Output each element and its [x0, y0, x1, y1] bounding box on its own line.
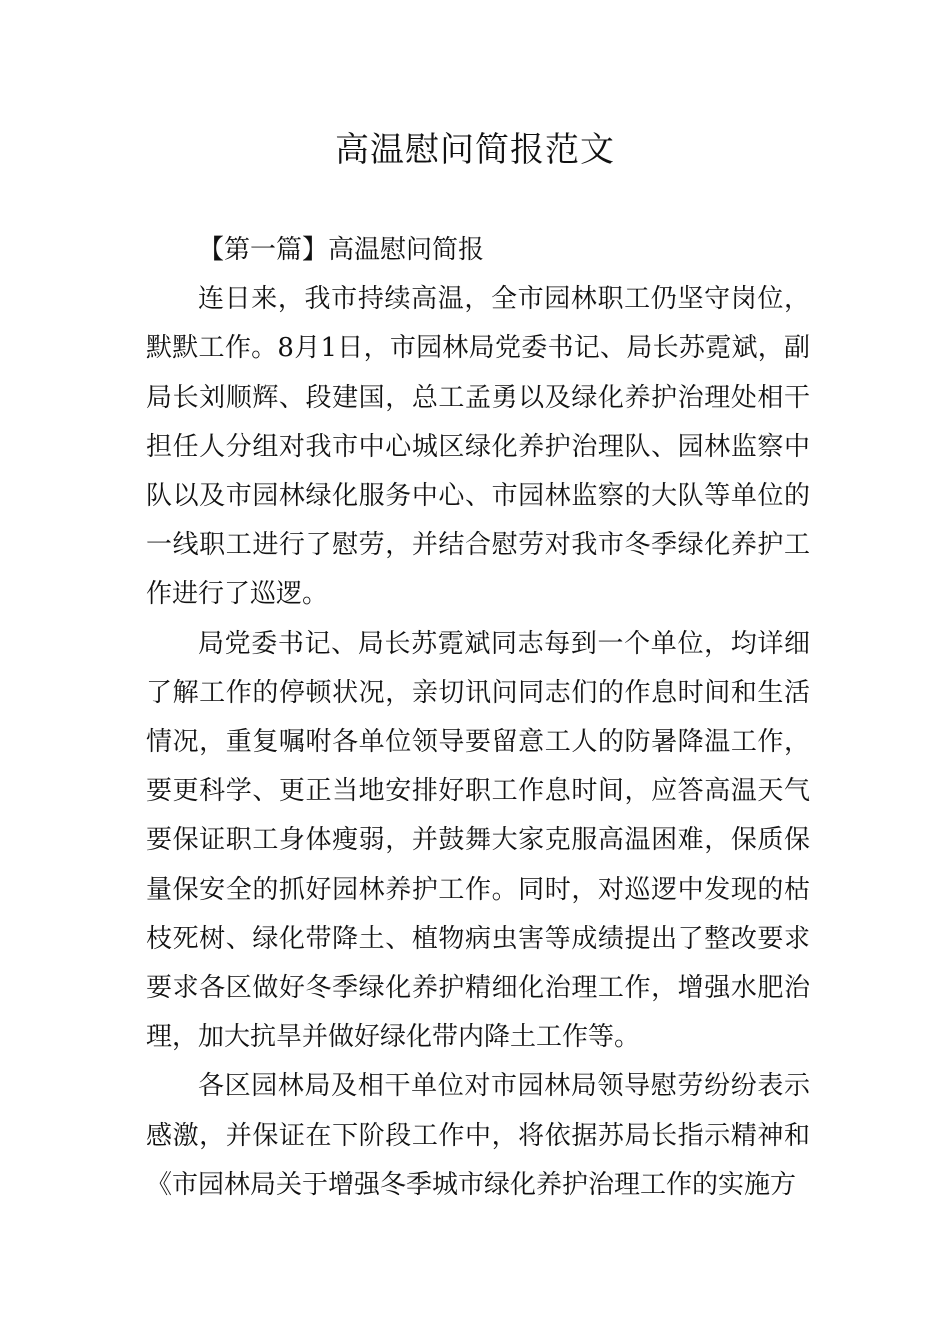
document-title: 高温慰问简报范文 [335, 130, 615, 170]
paragraph-2: 局党委书记、局长苏霓斌同志每到一个单位，均详细了解工作的停顿状况，亲切讯问同志们的作息时间和生活情况，重复嘱咐各单位领导要留意工人的防暑降温工作，要更科学、更正当地安排好职工作息时间，应答高温天气要保证职工身体瘦弱，并鼓舞大家克服高温困难，保质保量保安全的抓好园林养护工作。同时，对巡逻中发现的枯枝死树、绿化带降土、植物病虫害等成绩提出了整改要求要求各区做好冬季绿化养护精细化治理工作，增强水肥治理，加大抗旱并做好绿化带内降土工作等。 [146, 628, 810, 1053]
paragraph-1: 连日来，我市持续高温，全市园林职工仍坚守岗位，默默工作。8月1日，市园林局党委书记、局长苏霓斌，副局长刘顺辉、段建国，总工孟勇以及绿化养护治理处相干担任人分组对我市中心城区绿化养护治理队、园林监察中队以及市园林绿化服务中心、市园林监察的大队等单位的一线职工进行了慰劳，并结合慰劳对我市冬季绿化养护工作进行了巡逻。 [146, 284, 810, 610]
document-body [146, 226, 810, 1210]
paragraph-3: 各区园林局及相干单位对市园林局领导慰劳纷纷表示感激，并保证在下阶段工作中，将依据苏局长指示精神和《市园林局关于增强冬季城市绿化养护治理工作的实施方 [146, 1071, 810, 1200]
section-heading: 【第一篇】高温慰问简报 [198, 235, 485, 265]
